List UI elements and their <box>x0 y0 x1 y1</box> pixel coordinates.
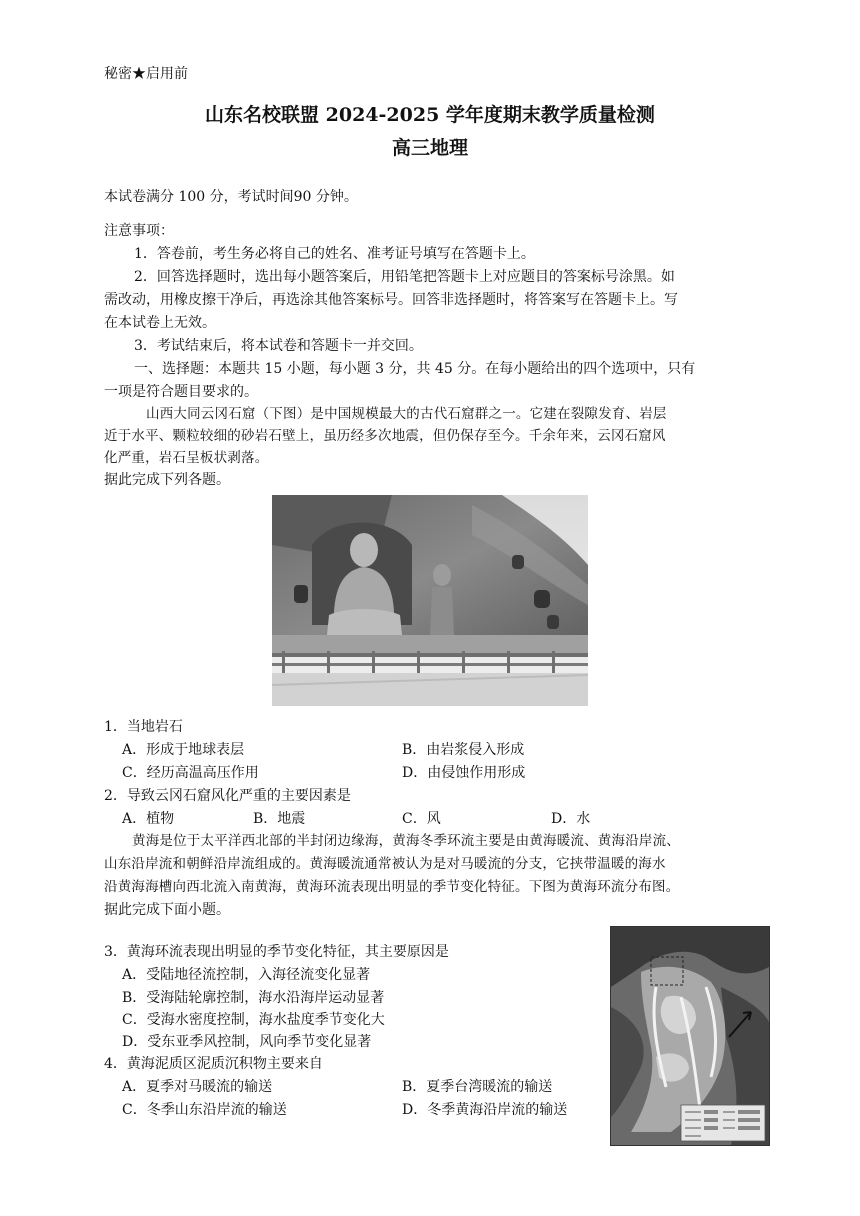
passage-1-line-3: 化严重，岩石呈板状剥落。 <box>104 450 269 466</box>
exam-title: 山东名校联盟 2024-2025 学年度期末教学质量检测 <box>205 104 655 126</box>
question-4-stem: 4．黄海泥质区泥质沉积物主要来自 <box>104 1056 323 1072</box>
question-4-option-c[interactable]: C．冬季山东沿岸流的输送 <box>122 1102 287 1118</box>
passage-2-line-1: 黄海是位于太平洋西北部的半封闭边缘海，黄海冬季环流主要是由黄海暖流、黄海沿岸流、 <box>132 833 680 849</box>
passage-2-instruction: 据此完成下面小题。 <box>104 902 230 918</box>
question-3-option-d[interactable]: D．受东亚季风控制，风向季节变化显著 <box>122 1034 372 1050</box>
question-4-option-b[interactable]: B．夏季台湾暖流的输送 <box>402 1079 553 1095</box>
note-2-line-3: 在本试卷上无效。 <box>104 315 216 331</box>
question-1-option-c[interactable]: C．经历高温高压作用 <box>122 765 259 781</box>
note-1: 1．答卷前，考生务必将自己的姓名、准考证号填写在答题卡上。 <box>134 246 535 262</box>
question-1-option-a[interactable]: A．形成于地球表层 <box>122 742 245 758</box>
notes-heading: 注意事项： <box>104 223 174 239</box>
note-2-line-2: 需改动，用橡皮擦干净后，再选涂其他答案标号。回答非选择题时，将答案写在答题卡上。写 <box>104 292 678 308</box>
confidential-mark: 秘密★启用前 <box>104 66 188 82</box>
question-4-option-d[interactable]: D．冬季黄海沿岸流的输送 <box>402 1102 568 1118</box>
exam-info: 本试卷满分 100 分，考试时间90 分钟。 <box>104 189 358 205</box>
note-2-line-1: 2．回答选择题时，选出每小题答案后，用铅笔把答题卡上对应题目的答案标号涂黑。如 <box>134 269 675 285</box>
question-2-option-d[interactable]: D．水 <box>551 811 591 827</box>
question-2-option-b[interactable]: B．地震 <box>253 811 306 827</box>
yellow-sea-circulation-map <box>610 926 770 1146</box>
passage-1-line-2: 近于水平、颗粒较细的砂岩石壁上，虽历经多次地震，但仍保存至今。千余年来，云冈石窟风 <box>104 428 666 444</box>
question-1-option-b[interactable]: B．由岩浆侵入形成 <box>402 742 525 758</box>
passage-1-line-1: 山西大同云冈石窟（下图）是中国规模最大的古代石窟群之一。它建在裂隙发育、岩层 <box>146 406 667 422</box>
question-2-option-c[interactable]: C．风 <box>402 811 441 827</box>
question-3-option-a[interactable]: A．受陆地径流控制，入海径流变化显著 <box>122 967 371 983</box>
section-1-line-1: 一、选择题：本题共 15 小题，每小题 3 分，共 45 分。在每小题给出的四个选项中，只有 <box>134 361 696 377</box>
question-3-stem: 3．黄海环流表现出明显的季节变化特征，其主要原因是 <box>104 944 449 960</box>
passage-2-line-2: 山东沿岸流和朝鲜沿岸流组成的。黄海暖流通常被认为是对马暖流的分支，它挟带温暖的海水 <box>104 856 666 872</box>
section-1-line-2: 一项是符合题目要求的。 <box>104 384 258 400</box>
question-3-option-c[interactable]: C．受海水密度控制，海水盐度季节变化大 <box>122 1012 385 1028</box>
passage-1-instruction: 据此完成下列各题。 <box>104 472 230 488</box>
passage-2-line-3: 沿黄海海槽向西北流入南黄海，黄海环流表现出明显的季节变化特征。下图为黄海环流分布图。 <box>104 879 680 895</box>
exam-subject: 高三地理 <box>391 137 468 159</box>
question-2-option-a[interactable]: A．植物 <box>122 811 175 827</box>
note-3: 3．考试结束后，将本试卷和答题卡一并交回。 <box>134 338 423 354</box>
question-3-option-b[interactable]: B．受海陆轮廓控制，海水沿海岸运动显著 <box>122 990 385 1006</box>
question-2-stem: 2．导致云冈石窟风化严重的主要因素是 <box>104 788 351 804</box>
question-1-stem: 1．当地岩石 <box>104 719 183 735</box>
question-1-option-d[interactable]: D．由侵蚀作用形成 <box>402 765 526 781</box>
yungang-grottoes-photo <box>272 495 588 706</box>
question-4-option-a[interactable]: A．夏季对马暖流的输送 <box>122 1079 273 1095</box>
